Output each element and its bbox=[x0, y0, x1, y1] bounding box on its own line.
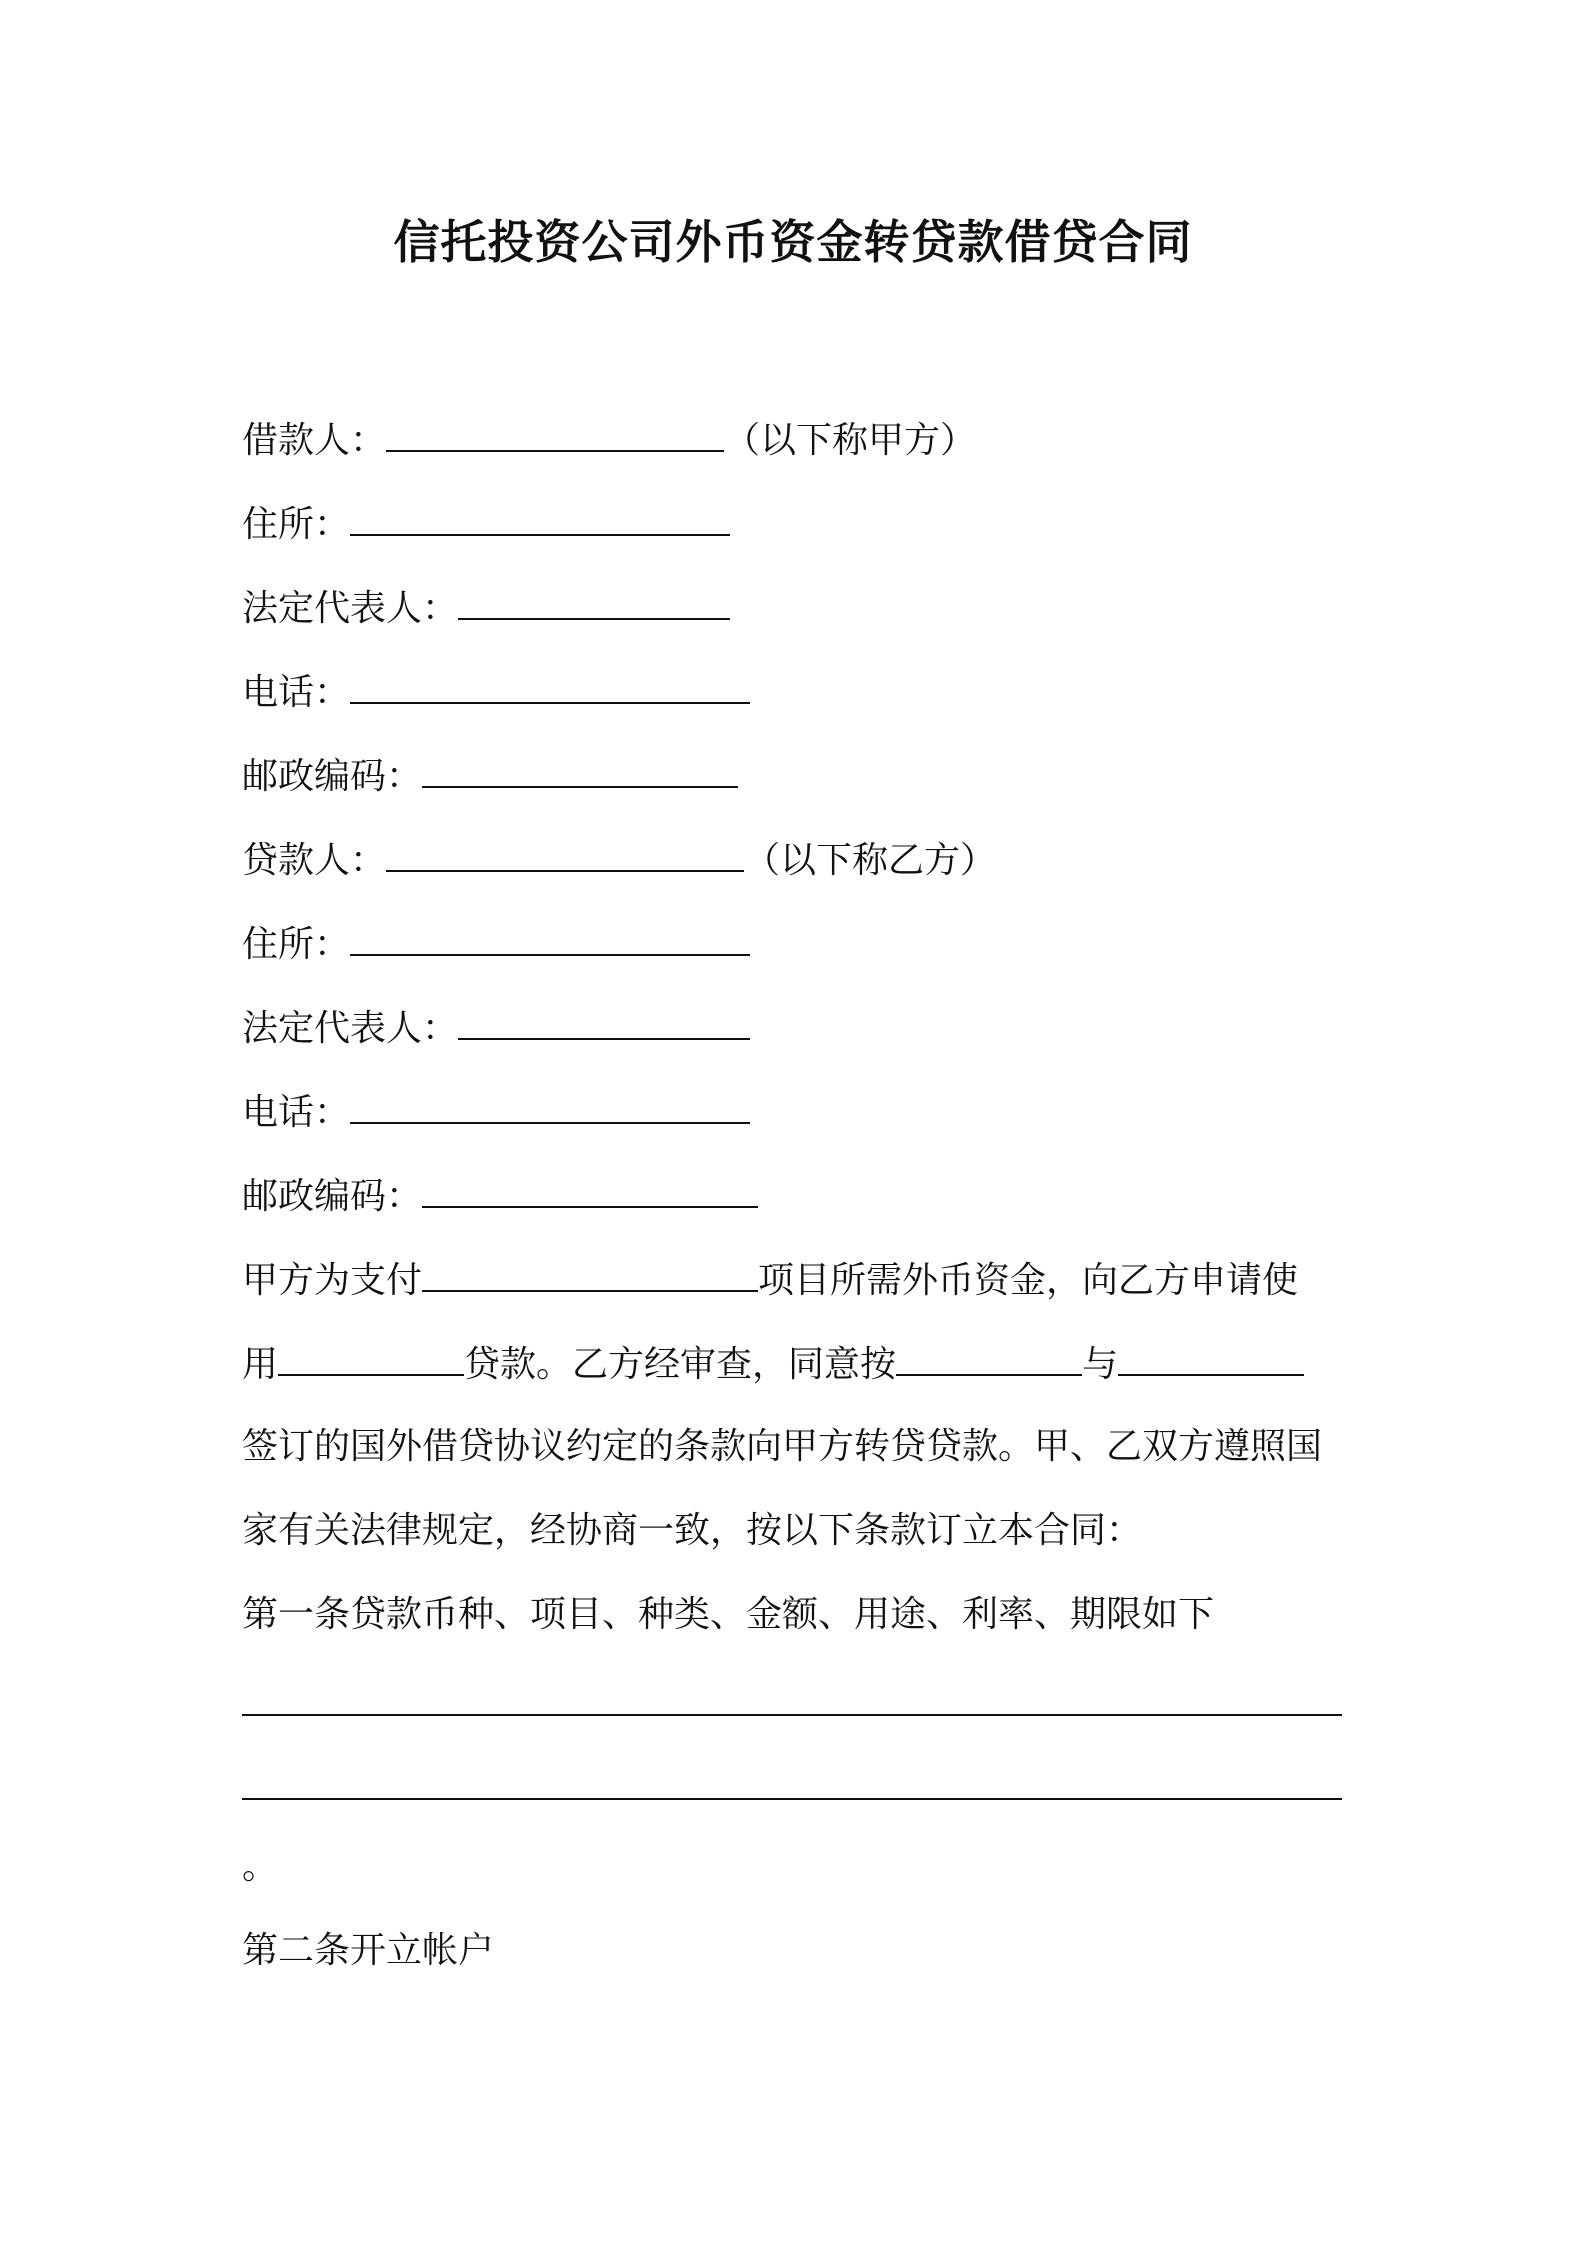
article-2-heading: 第二条开立帐户 bbox=[242, 1930, 495, 1971]
lender-postcode-blank[interactable] bbox=[422, 1170, 758, 1208]
article-1-blank-line-1[interactable] bbox=[242, 1712, 1342, 1716]
borrower-phone-label: 电话： bbox=[242, 672, 351, 713]
article-1-blank-line-2[interactable] bbox=[242, 1796, 1342, 1800]
project-blank[interactable] bbox=[422, 1254, 758, 1292]
borrower-suffix: （以下称甲方） bbox=[724, 420, 977, 461]
lender-suffix: （以下称乙方） bbox=[744, 840, 997, 881]
body-line-1-end: 项目所需外币资金，向乙方申请使 bbox=[758, 1260, 1299, 1301]
body-line-2-mid: 贷款。乙方经审查，同意按 bbox=[464, 1344, 897, 1385]
document-title: 信托投资公司外币资金转贷款借贷合同 bbox=[393, 215, 1193, 269]
lender-legal-rep-blank[interactable] bbox=[458, 1002, 750, 1040]
lender-label: 贷款人： bbox=[242, 840, 387, 881]
loan-type-blank[interactable] bbox=[278, 1338, 464, 1376]
borrower-address-blank[interactable] bbox=[350, 498, 730, 536]
lender-legal-rep-label: 法定代表人： bbox=[242, 1008, 459, 1049]
borrower-phone-blank[interactable] bbox=[350, 666, 750, 704]
lender-phone-label: 电话： bbox=[242, 1092, 351, 1133]
article-1-period: 。 bbox=[242, 1846, 279, 1887]
borrower-postcode-label: 邮政编码： bbox=[242, 756, 423, 797]
borrower-postcode-line bbox=[242, 750, 738, 802]
lender-legal-rep-line bbox=[242, 1002, 750, 1054]
lender-address-blank[interactable] bbox=[350, 918, 750, 956]
lender-address-label: 住所： bbox=[242, 924, 351, 965]
body-line-2-start: 用 bbox=[242, 1344, 279, 1385]
body-line-2 bbox=[242, 1338, 1304, 1390]
borrower-line bbox=[242, 414, 976, 466]
lender-line bbox=[242, 834, 996, 886]
borrower-phone-line bbox=[242, 666, 750, 718]
body-line-4: 家有关法律规定，经协商一致，按以下条款订立本合同： bbox=[242, 1510, 1143, 1551]
borrower-legal-rep-line bbox=[242, 582, 730, 634]
party-one-blank[interactable] bbox=[896, 1338, 1082, 1376]
lender-address-line bbox=[242, 918, 750, 970]
article-1-heading: 第一条贷款币种、项目、种类、金额、用途、利率、期限如下 bbox=[242, 1594, 1215, 1635]
body-line-1 bbox=[242, 1254, 1298, 1306]
borrower-blank[interactable] bbox=[386, 414, 724, 452]
lender-postcode-line bbox=[242, 1170, 758, 1222]
body-line-1-start: 甲方为支付 bbox=[242, 1260, 423, 1301]
lender-blank[interactable] bbox=[386, 834, 744, 872]
borrower-postcode-blank[interactable] bbox=[422, 750, 738, 788]
lender-postcode-label: 邮政编码： bbox=[242, 1176, 423, 1217]
lender-phone-line bbox=[242, 1086, 750, 1138]
body-line-3: 签订的国外借贷协议约定的条款向甲方转贷贷款。甲、乙双方遵照国 bbox=[242, 1426, 1323, 1467]
lender-phone-blank[interactable] bbox=[350, 1086, 750, 1124]
borrower-legal-rep-blank[interactable] bbox=[458, 582, 730, 620]
borrower-legal-rep-label: 法定代表人： bbox=[242, 588, 459, 629]
borrower-label: 借款人： bbox=[242, 420, 387, 461]
party-two-blank[interactable] bbox=[1118, 1338, 1304, 1376]
body-line-2-and: 与 bbox=[1082, 1344, 1119, 1385]
borrower-address-line bbox=[242, 498, 730, 550]
borrower-address-label: 住所： bbox=[242, 504, 351, 545]
